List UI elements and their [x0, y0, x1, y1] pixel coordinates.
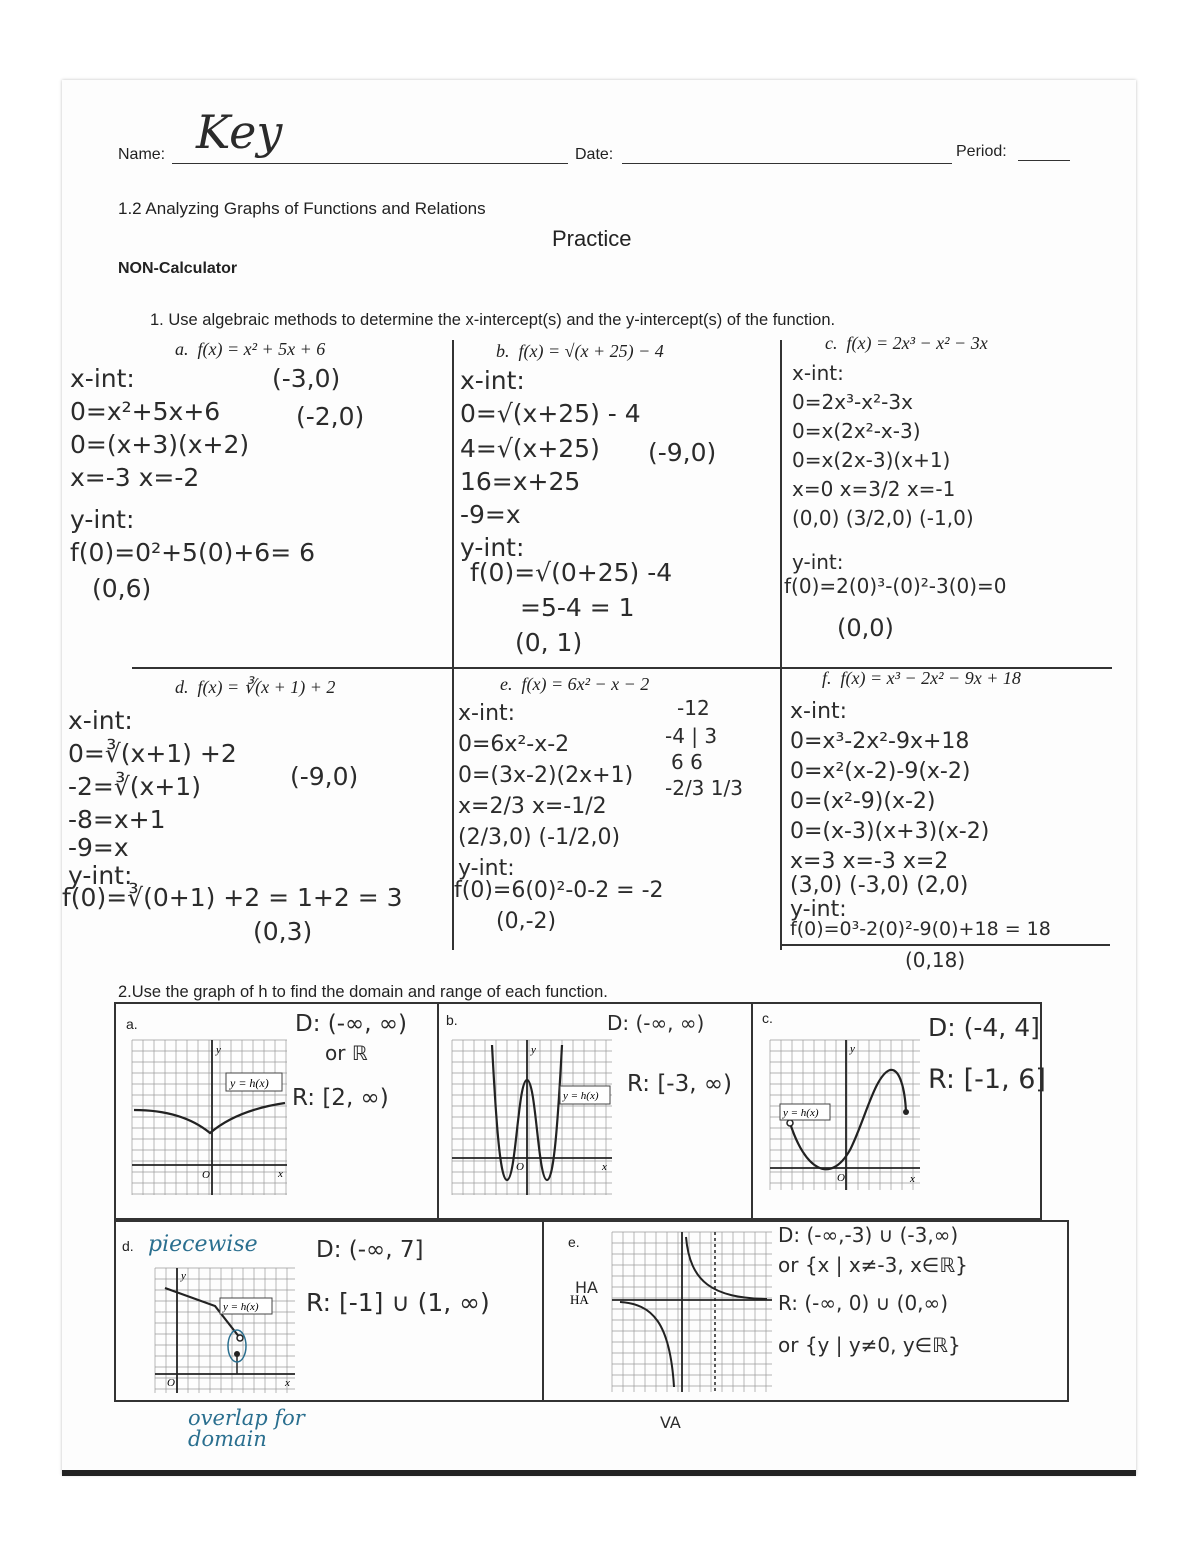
- q2b-label: b.: [446, 1012, 458, 1028]
- q1b-step: f(0)=√(0+25) -4: [470, 558, 673, 587]
- q1e-step: 0=6x²-x-2: [458, 732, 570, 757]
- q2d-footnote: overlap for domain: [188, 1406, 305, 1451]
- y-axis-label: y: [850, 1043, 855, 1055]
- q1e-problem: e. f(x) = 6x² − x − 2: [500, 674, 650, 694]
- q2a-domain-alt: or ℝ: [325, 1041, 368, 1065]
- graph-grid: [612, 1232, 772, 1392]
- q1a-step: y-int:: [70, 505, 135, 534]
- q2e-label: e.: [568, 1234, 580, 1250]
- q2c-range: R: [-1, 6]: [928, 1064, 1046, 1095]
- q1c-function: f(x) = 2x³ − x² − 3x: [846, 333, 988, 353]
- q1d-step: y-int:: [68, 861, 133, 890]
- q1c-step: 0=x(2x²-x-3): [792, 419, 921, 443]
- q1d-step: -2=∛(x+1): [68, 772, 201, 801]
- q1c-step: 0=x(2x-3)(x+1): [792, 448, 951, 472]
- x-axis-label: x: [602, 1161, 607, 1173]
- y-axis-label: y: [531, 1044, 536, 1056]
- q1-divider-left: [452, 340, 454, 950]
- q1f-step: x=3 x=-3 x=2: [790, 849, 949, 874]
- q1f-step: y-int:: [790, 897, 847, 922]
- x-axis-label: x: [910, 1173, 915, 1185]
- q1d-step: f(0)=∛(0+1) +2 = 1+2 = 3: [62, 883, 403, 912]
- x-axis-label: x: [285, 1377, 290, 1389]
- name-label: Name:: [118, 146, 166, 163]
- q1e-step: (2/3,0) (-1/2,0): [458, 825, 621, 850]
- calculator-mode: NON-Calculator: [118, 260, 238, 277]
- q2a-range: R: [2, ∞): [292, 1085, 389, 1111]
- name-value: Key: [196, 105, 283, 159]
- graph-label: y = h(x): [563, 1090, 599, 1102]
- q2e-graph: [570, 1232, 772, 1392]
- q1d-problem: d. f(x) = ∛(x + 1) + 2: [175, 677, 336, 697]
- q1b-step: x-int:: [460, 366, 525, 395]
- q1b-problem: b. f(x) = √(x + 25) − 4: [496, 341, 664, 361]
- q1f-step: x-int:: [790, 699, 848, 724]
- q2d-label: d.: [122, 1238, 134, 1254]
- q2e-domain-alt: or {x | x≠-3, x∈ℝ}: [778, 1253, 968, 1277]
- q1a-answer: (-2,0): [296, 402, 365, 431]
- q1f-step: 0=(x²-9)(x-2): [790, 789, 936, 814]
- q1e-step: y-int:: [458, 856, 515, 881]
- q1c-problem: c. f(x) = 2x³ − x² − 3x: [825, 333, 988, 353]
- q2b-range: R: [-3, ∞): [627, 1071, 732, 1097]
- period-label: Period:: [956, 143, 1007, 160]
- q1e-function: f(x) = 6x² − x − 2: [521, 674, 650, 694]
- page-title: Practice: [552, 226, 632, 251]
- q1a-problem: a. f(x) = x² + 5x + 6: [175, 339, 326, 359]
- q1e-step: (0,-2): [496, 909, 557, 934]
- q2b-graph: [452, 1040, 612, 1195]
- q1c-step: x=0 x=3/2 x=-1: [792, 477, 956, 501]
- q2d-domain: D: (-∞, 7]: [316, 1237, 424, 1263]
- q1c-step: 0=2x³-x²-3x: [792, 390, 913, 414]
- q1b-function: f(x) = √(x + 25) − 4: [518, 341, 664, 361]
- q2a-domain: D: (-∞, ∞): [295, 1011, 407, 1037]
- graph-label: y = h(x): [223, 1301, 259, 1313]
- date-underline: [622, 163, 952, 164]
- q1b-step: (0, 1): [515, 628, 583, 657]
- q2c-domain: D: (-4, 4]: [928, 1013, 1040, 1042]
- q1d-function: f(x) = ∛(x + 1) + 2: [197, 677, 336, 697]
- h-curve-left: [620, 1302, 674, 1387]
- q1e-step: x=2/3 x=-1/2: [458, 794, 607, 819]
- q1a-step: x=-3 x=-2: [70, 463, 200, 492]
- date-label: Date:: [575, 146, 614, 163]
- name-underline: [172, 163, 568, 164]
- q1d-step: -9=x: [68, 833, 129, 862]
- q1a-work: [70, 366, 315, 602]
- q1b-work: [460, 368, 672, 656]
- q2-divider-bc: [751, 1002, 753, 1220]
- q2a-graph: [132, 1040, 287, 1195]
- q1c-work: [784, 361, 1007, 642]
- x-axis-label: x: [278, 1168, 283, 1180]
- graph-grid: [452, 1040, 612, 1195]
- q2e-range: R: (-∞, 0) ∪ (0,∞): [778, 1291, 948, 1315]
- q1a-step: (0,6): [92, 574, 152, 603]
- q1e-step: 0=(3x-2)(2x+1): [458, 763, 634, 788]
- q2-divider-ab: [437, 1002, 439, 1220]
- q1a-step: x-int:: [70, 364, 135, 393]
- q1e-calc-line: 6 6: [671, 750, 703, 774]
- q1e-step: x-int:: [458, 701, 516, 726]
- q1f-step: 0=x³-2x²-9x+18: [790, 729, 970, 754]
- q1a-step: 0=x²+5x+6: [70, 397, 221, 426]
- q2-divider-de: [542, 1220, 544, 1402]
- q1e-calc-line: -12: [677, 696, 710, 720]
- graph-label: y = h(x): [783, 1107, 819, 1119]
- q2e-range-alt: or {y | y≠0, y∈ℝ}: [778, 1333, 961, 1357]
- q1a-function: f(x) = x² + 5x + 6: [197, 339, 326, 359]
- q2b-domain: D: (-∞, ∞): [607, 1011, 705, 1035]
- q1b-answer: (-9,0): [648, 438, 717, 467]
- q1c-step: y-int:: [792, 550, 844, 574]
- q1b-step: 0=√(x+25) - 4: [460, 399, 641, 428]
- origin-label: O: [837, 1172, 845, 1184]
- q1a-step: f(0)=0²+5(0)+6= 6: [70, 538, 316, 567]
- q2c-label: c.: [762, 1010, 773, 1026]
- q1e-work: [454, 701, 664, 934]
- ha-label: HA: [570, 1292, 589, 1307]
- q1b-step: y-int:: [460, 533, 525, 562]
- q1f-step: (0,18): [905, 948, 966, 972]
- page-shadow-edge: [62, 1470, 1136, 1476]
- q2d-graph: [155, 1268, 295, 1393]
- q1b-step: 16=x+25: [460, 467, 581, 496]
- q1b-step: 4=√(x+25): [460, 434, 600, 463]
- q2-instruction: 2.Use the graph of h to find the domain and range of each function.: [118, 983, 608, 1001]
- q2a-label: a.: [126, 1016, 138, 1032]
- q1c-step: f(0)=2(0)³-(0)²-3(0)=0: [784, 574, 1007, 598]
- q1d-step: 0=∛(x+1) +2: [68, 739, 237, 768]
- q1a-step: 0=(x+3)(x+2): [70, 430, 250, 459]
- q1b-step: =5-4 = 1: [520, 593, 635, 622]
- q1d-work: [62, 706, 403, 946]
- q1d-step: x-int:: [68, 706, 133, 735]
- y-axis-label: y: [181, 1270, 186, 1282]
- q2e-va-note: VA: [660, 1413, 681, 1432]
- q2e-domain: D: (-∞,-3) ∪ (-3,∞): [778, 1223, 959, 1247]
- q1e-calc-line: -4 | 3: [665, 724, 718, 748]
- q1e-step: f(0)=6(0)²-0-2 = -2: [454, 878, 664, 903]
- q1f-step: 0=x²(x-2)-9(x-2): [790, 759, 971, 784]
- y-axis-label: y: [216, 1044, 221, 1056]
- q2e-ha-note: HA: [575, 1278, 598, 1297]
- q1f-step: (3,0) (-3,0) (2,0): [790, 873, 969, 898]
- q1f-step: 0=(x-3)(x+3)(x-2): [790, 819, 990, 844]
- q1c-step: x-int:: [792, 361, 844, 385]
- origin-label: O: [516, 1161, 524, 1173]
- open-endpoint: [237, 1335, 243, 1341]
- q1a-answer: (-3,0): [272, 364, 341, 393]
- origin-label: O: [202, 1169, 210, 1181]
- q2c-graph: [770, 1040, 920, 1190]
- q1d-step: -8=x+1: [68, 805, 166, 834]
- q1-divider-right: [780, 340, 782, 950]
- q1e-side-calc: [665, 698, 743, 799]
- q2d-note: piecewise: [148, 1232, 258, 1257]
- q1-instruction: 1. Use algebraic methods to determine the x-intercept(s) and the y-intercept(s) of the function.: [150, 311, 836, 329]
- graph-label: y = h(x): [230, 1076, 269, 1090]
- q1c-step: (0,0): [837, 614, 894, 642]
- section-title: 1.2 Analyzing Graphs of Functions and Relations: [118, 199, 486, 218]
- q1e-calc-line: -2/3 1/3: [665, 776, 743, 800]
- closed-endpoint: [903, 1109, 909, 1115]
- q1f-work: [790, 700, 1051, 971]
- q1f-function: f(x) = x³ − 2x² − 9x + 18: [840, 668, 1021, 688]
- q2d-range: R: [-1] ∪ (1, ∞): [306, 1288, 490, 1317]
- q1d-answer: (-9,0): [290, 762, 359, 791]
- q1d-step: (0,3): [253, 917, 313, 946]
- origin-label: O: [167, 1377, 175, 1389]
- q1c-step: (0,0) (3/2,0) (-1,0): [792, 506, 974, 530]
- q1b-step: -9=x: [460, 500, 521, 529]
- q1f-problem: f. f(x) = x³ − 2x² − 9x + 18: [822, 668, 1021, 688]
- h-curve: [134, 1103, 285, 1133]
- open-endpoint: [787, 1120, 793, 1126]
- q1f-step: f(0)=0³-2(0)²-9(0)+18 = 18: [790, 918, 1051, 940]
- period-underline: [1018, 160, 1070, 161]
